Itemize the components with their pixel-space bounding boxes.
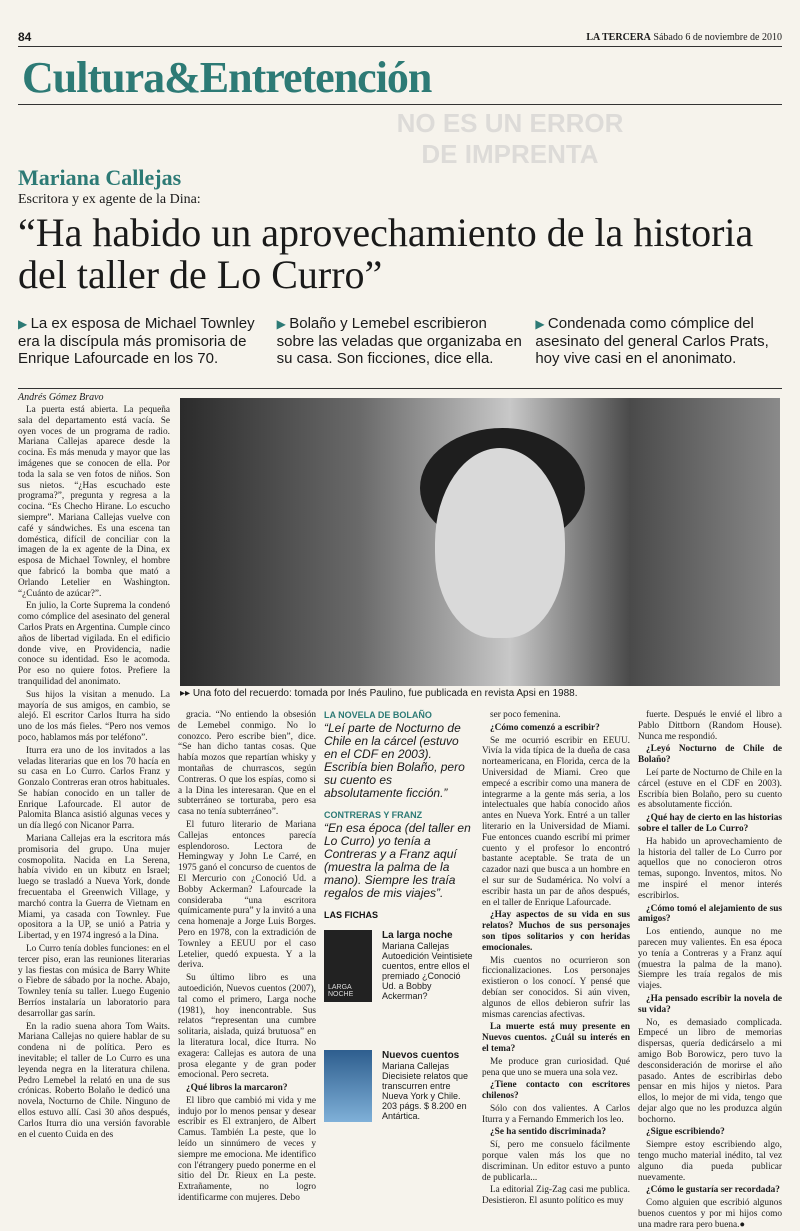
paragraph: En julio, la Corte Suprema la condenó como cómplice del asesinato del general Carlos Prats en Argentina. Cumple cinco años de libertad vigilada. En el edificio donde vive, en Providencia, nadie conoce su identidad. Eso le acomoda. Por eso no quiere fotos. Prefiere la tranquilidad del anonimato. [18,601,170,687]
paragraph: ser poco femenina. [490,710,561,720]
question: ¿Qué hay de cierto en las historias sobre el taller de Lo Curro? [638,813,782,834]
photo-face-shape [435,448,565,638]
publication-line [586,32,782,43]
paragraph: Leí parte de Nocturno de Chile en la cárcel (estuve en el CDF en 2003). Escribía bien Bolaño, pero su cuento es absolutamente ficción. [638,767,782,811]
question: ¿Cómo le gustaría ser recordada? [646,1185,780,1196]
paragraph: Sí, pero me consuelo fácilmente porque valen más los que no discriminan. Un editor estuvo a punto de publicarla... [482,1140,630,1183]
triangle-icon: ▶ [18,317,31,331]
publication-date: Sábado 6 de noviembre de 2010 [653,32,782,43]
paragraph: Me produce gran curiosidad. Qué pena que uno se muera una sola vez. [482,1056,630,1078]
book-cover-text: LARGA NOCHE [328,984,354,998]
bolano-quote: “Leí parte de Nocturno de Chile en la cárcel (estuvo en el CDF en 2003). Escribía bien Bolaño, pero su cuento es absolutamente ficción.” [324,721,465,800]
paragraph: Iturra era uno de los invitados a las veladas literarias que en los 70 hacía en su casa en Lo Curro. Carlos Franz y Gonzalo Contreras eran otros habituales. Se habían conocido en un taller de Enrique Lafourcade. El autor de Palomita Blanca asistió algunas veces y un día llegó con Nicanor Parra. [18,745,170,832]
fichas-label: LAS FICHAS [324,910,378,920]
triangle-icon: ▶ [535,317,548,331]
byline-rule [18,388,782,389]
bleed-line-1: NO ES UN ERROR [396,108,624,138]
paragraph: No, es demasiado complicada. Empecé un libro de memorias dispersas, quería dedicárselo a mi amigo Bob Borowicz, pero tuvo la desconsideración de morirse el año pasado. Antes de escribirlas debo pensar en mis hijos y nietos. Para ellos, lo mejor de mi vida, tengo que dejar algo que no les produzca algún bochorno. [638,1017,782,1125]
bullet-2 [277,315,524,367]
paragraph: Sus hijos la visitan a menudo. La mayoría de sus amigos, en cambio, se alejó. El escritor Carlos Iturra ha sido uno de los más fieles. “Pero nos vemos poco, hablamos más por teléfono”. [18,689,170,743]
bleed-line-2: DE IMPRENTA [421,139,599,169]
portrait-photo [180,398,780,686]
headline: “Ha habido un aprovechamiento de la historia del taller de Lo Curro” [18,210,754,297]
paragraph: La editorial Zig-Zag casi me publica. Desistieron. El asunto político es muy [482,1185,630,1207]
bolano-label: LA NOVELA DE BOLAÑO [324,710,432,720]
question: ¿Se ha sentido discriminada? [490,1127,606,1138]
book-cover-nuevos-cuentos [324,1050,372,1122]
bullet-text: La ex esposa de Michael Townley era la discípula más promisoria de Enrique Lafourcade en los 70. [18,315,255,367]
question: ¿Hay aspectos de su vida en sus relatos? Muchos de sus personajes son tipos solitarios y con heridas emocionales. [482,910,630,953]
question: ¿Sigue escribiendo? [646,1127,725,1138]
section-title: Cultura&Entretención [22,53,432,102]
book-description: Mariana Callejas Autoedición Veintisiete cuentos, entre ellos el premiado ¿Conoció Ud. a Bobby Ackerman? [382,941,473,1001]
column-4 [482,710,630,1207]
paragraph: Siempre estoy escribiendo algo, tengo mucho material inédito, tal vez alguno dia pueda publicar nuevamente. [638,1140,782,1183]
book-title: La larga noche [382,930,453,941]
paragraph: El futuro literario de Mariana Callejas entonces parecía esplendoroso. Lectora de Hemingway y John Le Carré, en 1975 ganó el concurso de cuentos de El Mercurio con ¿Conoció Ud. a Bobby Ackerman? Lafourcade la consideraba “una escritora químicamente pura” y la invitó a una cena homenaje a Jorge Luis Borges. Pero en 1978, con la extradición de Townley a EEUU por el caso Letelier, quedó expuesta. Y a la deriva. [178,819,316,971]
question: La muerte está muy presente en Nuevos cuentos. ¿Cuál su interés en el tema? [482,1022,630,1054]
contreras-label: CONTRERAS Y FRANZ [324,810,423,820]
bullet-text: Bolaño y Lemebel escribieron sobre las veladas que organizaba en su casa. Son ficciones, dice ella. [276,315,522,367]
question: ¿Leyó Nocturno de Chile de Bolaño? [638,744,782,766]
paragraph: Mis cuentos no ocurrieron son ficcionalizaciones. Los personajes existieron o los conocí. Y pensé que debían ser conocidos. Si aún viven, algunos de ellos debieron sufrir las mismas carencias afectivas. [482,955,630,1020]
paragraph: La puerta está abierta. La pequeña sala del departamento está vacía. Se oyen voces de un programa de radio. Mariana Callejas aparece desde la cocina. Es más menuda y mayor que las imágenes que se conocen de ella. Por toda la sala se ven fotos de niños. Son sus nietos. “¿Has escuchado este programa?”, pregunta y regresa a la cocina. “Es Checho Hirane. Lo escucho siempre”. Mariana Callejas vuelve con café y sándwiches. Es una escena tan doméstica, difícil de conciliar con la imagen de la ex agente de la Dina, ex esposa de Michael Townley, el hombre que fabricó la bomba que mató a Orlando Letelier en Washington. “¿Cuánto de azúcar?”. [18,405,170,599]
paragraph: Ha habido un aprovechamiento de la historia del taller de Lo Curro por aquellos que no conocieron otros temas, supongo. Inventos, mitos. No me inspiré el menor interés escribirlos. [638,836,782,901]
book-card-2 [324,1050,474,1150]
question: ¿Tiene contacto con escritores chilenos? [482,1080,630,1102]
paragraph: Mariana Callejas era la escritora más promisoria del grupo. Una mujer cosmopolita. Nacida en La Serena, había vivido en un kibutz en Israel; luego se trasladó a Nueva York, donde frecuentaba el Greenwich Village, y marchó contra la Guerra de Vietnam en Miami, ya casada con Townley. Fue opositora a la UP, se unió a Patria y Libertad, y en 1974 ingresó a la Dina. [18,834,170,942]
bullet-text: Condenada como cómplice del asesinato del general Carlos Prats, hoy vive casi en el anonimato. [535,315,769,367]
book-description: Mariana Callejas Diecisiete relatos que transcurren entre Nueva York y Chile. 203 págs. $ 8.200 en Antártica. [382,1061,469,1121]
publication-name: LA TERCERA [586,32,651,43]
paragraph: En la radio suena ahora Tom Waits. Mariana Callejas no quiere hablar de su condena ni de política. Pero es inevitable; el taller de Lo Curro es una leyenda negra en la literatura chilena. Pedro Lemebel la relató en una de sus crónicas. Roberto Bolaño le dedicó una novela, Nocturno de Chile. Ninguno de ellos estuvo allí. Casi 30 años después, Carlos Iturra dio una versión favorable en el cuento Cuida en des [18,1021,170,1140]
question: ¿Cómo comenzó a escribir? [490,722,600,733]
question: ¿Qué libros la marcaron? [186,1083,288,1094]
bullet-3 [535,315,782,367]
book-title: Nuevos cuentos [382,1050,460,1061]
subtitle: Escritora y ex agente de la Dina: [18,192,201,207]
paragraph: Como alguien que escribió algunos buenos cuentos y por mi hijos como una madre rara pero buena.● [638,1198,782,1230]
header-rule [18,46,782,47]
paragraph: Su último libro es una autoedición, Nuevos cuentos (2007), tal como el primero, Larga noche (1981), hoy inencontrable. Sus relatos “representan una cumbre solitaria, aislada, quizá brutuosa” en la literatura local, dice Iturra. No exagera: Callejas es autora de una prosa elegante y de gran poder emocional. Pero secreta. [178,973,316,1081]
question: ¿Cómo tomó el alejamiento de sus amigos? [638,903,782,925]
book-cover-larga-noche [324,930,372,1002]
page-number: 84 [18,30,32,44]
column-1 [18,405,170,1185]
sidebar-column [324,710,474,1180]
book-card-1 [324,930,474,1050]
contreras-quote: “En esa época (del taller en Lo Curro) yo tenía a Contreras y a Franz aquí (muestra la palma de la mano). Siempre les traía regalos de mis viajes”. [324,821,471,900]
paragraph: fuerte. Después le envié el libro a Pablo Dittborn (Random House). Nunca me respondió. [638,710,782,742]
paragraph: Se me ocurrió escribir en EEUU. Vivía la vida típica de la dueña de casa norteamericana, en Florida, cerca de la Universidad de Miami. Creo que empecé a escribir como una manera de integrarme a la gente más seria, a los intelectuales que había conocido años antes en Nueva York. Entré a un taller literario en la Universidad de Miami. Fue entonces cuando escribí mi primer cuento y el profesor lo encontró bastante aceptable. Se trata de un cazador nazi que busca a un hombre en el sur sur de Sudamérica. No volví a escribir hasta un par de años después, en el taller de Enrique Lafourcade. [482,735,630,908]
bullet-1 [18,315,265,367]
paragraph: gracia. “No entiendo la obsesión de Lemebel conmigo. No lo conozco. Pero escribe bien”, dice. “Se han dicho tantas cosas. Que había mozos que repartían whisky y montañas de churrascos, según Contreras. O que los espías, como si a la Dina les interesaran. Que en el subterráneo se torturaba, pero esa casa no tenía subterráneo”. [178,710,316,818]
column-2 [178,710,316,1204]
paragraph: El libro que cambió mi vida y me indujo por lo menos pensar y desear escribir es El extranjero, de Albert Camus. También La peste, que lo leído un sinnúmero de veces y siempre me emociona. Me identifico con l'étrangery puedo ponerme en el sitio del Dr. Rieux en La peste. Extrañamente, no logro identificarme con mujeres. Debo [178,1095,316,1204]
paragraph: Los entiendo, aunque no me parecen muy valientes. En esa época yo tenía a Contreras y a Franz aquí (muestra la palma de la mano). Siempre les traía regalos de mis viajes. [638,927,782,992]
paragraph: Sólo con dos valientes. A Carlos Iturra y a Fernando Emmerich los leo. [482,1103,630,1125]
paragraph: Lo Curro tenía dobles funciones: en el tercer piso, eran las reuniones literarias y las fiestas con música de Barry White o Fiebre de sábado por la noche. Abajo, Townley tenía su taller. Luego Eugenio Berríos instalaría un laboratorio para desarrollar gas sarín. [18,944,170,1019]
subject-name: Mariana Callejas [18,165,182,190]
bullet-row [18,315,782,367]
triangle-icon: ▶ [276,317,290,331]
photo-caption: ▸▸ Una foto del recuerdo: tomada por Inés Paulino, fue publicada en revista Apsi en 1988. [180,688,578,699]
question: ¿Ha pensado escribir la novela de su vida? [638,993,782,1015]
author-byline: Andrés Gómez Bravo [18,392,104,403]
column-5 [638,710,782,1230]
